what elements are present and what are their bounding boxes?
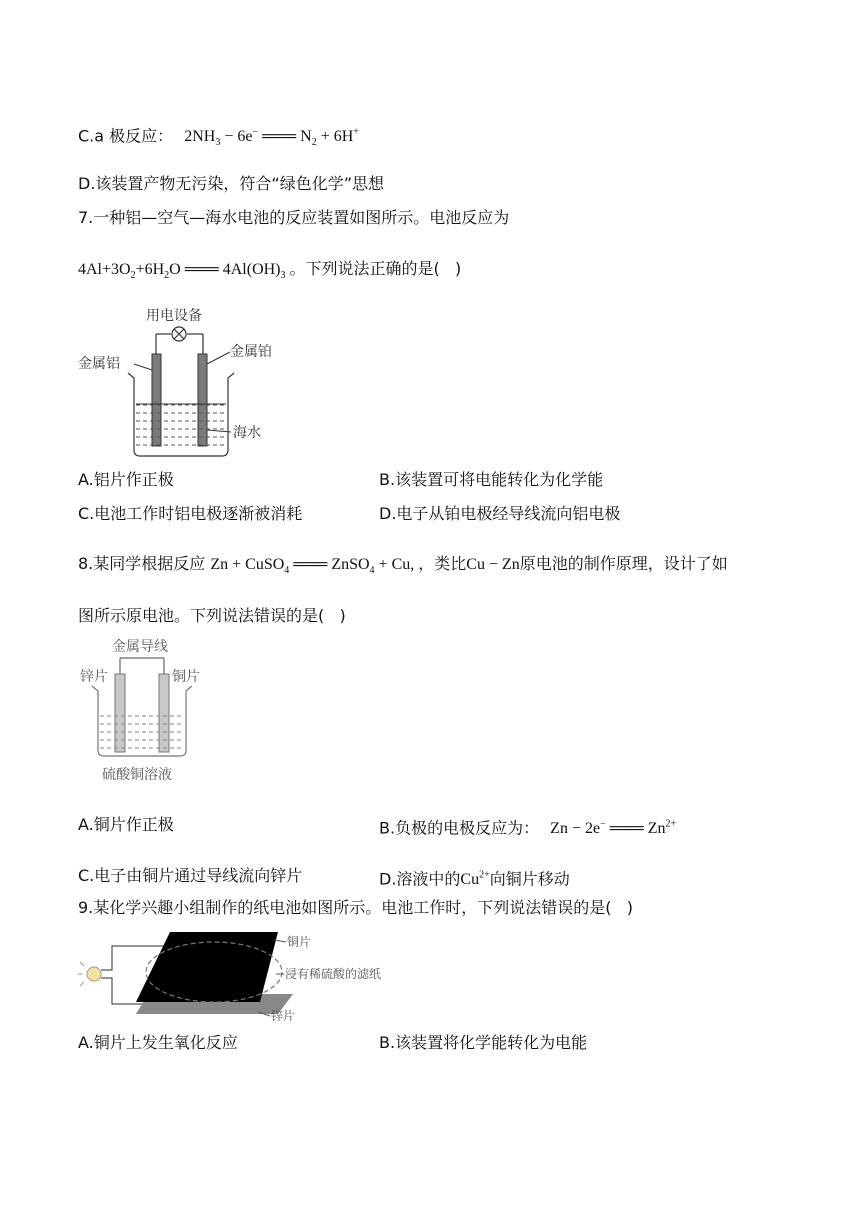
q8-option-a: A.铜片作正极	[78, 815, 174, 834]
bulb-icon	[87, 967, 101, 981]
q7-equation: $4Al+3O_2+6H_2O$ ═══ $4Al(OH)_3$	[78, 261, 286, 282]
q6-option-c-prefix: C.a 极反应：	[78, 126, 174, 146]
q9-top-label: 铜片	[287, 935, 312, 949]
q8-stem-line1: 8.某同学根据反应 Zn + CuSO$_4$ ═══ ZnSO$_4$ + Cu, ，类比Cu − Zn原电池的制作原理，设计了如	[78, 554, 728, 577]
q7-option-b: B.该装置可将电能转化为化学能	[379, 470, 604, 489]
q8-stem-line2: 图所示原电池。下列说法错误的是( )	[78, 606, 346, 625]
q8-option-b-equation: Zn − 2e− ═══ $Zn^{2+}$	[550, 819, 677, 838]
q7-option-d: D.电子从铂电极经导线流向铝电极	[379, 504, 621, 523]
q6-option-c	[78, 122, 359, 155]
q7-device-label: 用电设备	[146, 308, 202, 324]
q7-liquid-label: 海水	[233, 425, 261, 441]
q8-figure	[78, 634, 218, 786]
q8-liquid-label: 硫酸铜溶液	[102, 767, 172, 783]
q9-bottom-label: 锌片	[271, 1009, 296, 1023]
q7-aluminum-electrode	[152, 354, 161, 446]
q7-right-label: 金属铂	[230, 344, 272, 360]
q7-option-c: C.电池工作时铝电极逐渐被消耗	[78, 504, 303, 523]
q7-figure	[76, 300, 296, 466]
q9-option-b: B.该装置将化学能转化为电能	[379, 1033, 588, 1052]
q6-option-c-equation: $2NH_3 - 6e^-$ ═══ $N_2 + 6H^+$	[184, 127, 359, 149]
q8-equation: Zn + CuSO$_4$ ═══ ZnSO$_4$ + Cu,	[210, 556, 415, 577]
q8-cu-zn: Cu − Zn	[466, 556, 520, 573]
q9-stem: 9.某化学兴趣小组制作的纸电池如图所示。电池工作时，下列说法错误的是( )	[78, 898, 634, 917]
q8-wire-label: 金属导线	[112, 639, 168, 655]
q8-option-c: C.电子由铜片通过导线流向锌片	[78, 866, 303, 885]
q9-middle-label: 浸有稀硫酸的滤纸	[285, 967, 382, 981]
q9-figure	[78, 928, 398, 1026]
q7-stem-tail: 。下列说法正确的是( )	[289, 259, 462, 278]
q8-left-label: 锌片	[80, 669, 108, 685]
q7-left-label: 金属铝	[78, 356, 120, 372]
q9-option-a: A.铜片上发生氧化反应	[78, 1033, 238, 1052]
q7-platinum-electrode	[198, 354, 207, 446]
q8-right-label: 铜片	[172, 669, 200, 685]
q7-option-a: A.铝片作正极	[78, 470, 174, 489]
q8-option-d: D.溶液中的$Cu^{2+}$向铜片移动	[379, 869, 570, 889]
q7-stem-line1: 7.一种铝—空气—海水电池的反应装置如图所示。电池反应为	[78, 208, 510, 227]
q7-stem-line2	[78, 258, 461, 287]
q6-option-d: D.该装置产物无污染，符合“绿色化学”思想	[78, 174, 384, 193]
q8-option-b: B.负极的电极反应为： Zn − 2e− ═══ $Zn^{2+}$	[379, 818, 677, 838]
